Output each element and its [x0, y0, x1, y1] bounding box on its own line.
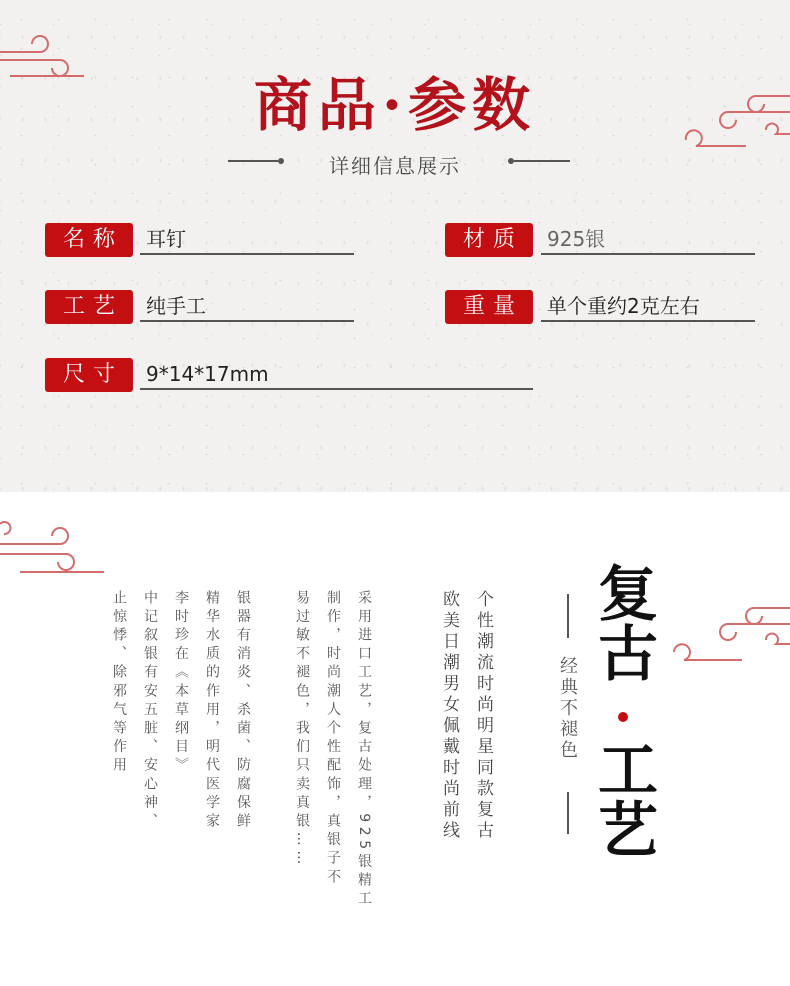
weight-value: 单个重约2克左右	[541, 290, 755, 322]
desc-column-8: 李时珍在《本草纲目》	[173, 590, 189, 776]
feature-title-bottom	[583, 738, 663, 878]
craft-value: 纯手工	[140, 290, 354, 322]
page-subtitle: 详细信息展示	[329, 154, 461, 178]
desc-column-6: 银器有消炎、杀菌、防腐保鲜	[235, 590, 251, 832]
craft-label: 工艺	[45, 290, 133, 324]
feature-title-top	[583, 562, 663, 702]
feature-title-bottom-text: 工艺	[588, 738, 658, 858]
page-title: 商品·参数	[253, 71, 537, 139]
divider-right	[514, 160, 570, 162]
feature-tagline: 经典不褪色	[557, 656, 578, 761]
desc-column-5: 易过敏不褪色，我们只卖真银……	[294, 590, 310, 869]
parameters-section	[0, 0, 790, 492]
tagline-line-top	[567, 594, 569, 638]
desc-column-4: 制作，时尚潮人个性配饰，真银子不	[325, 590, 341, 888]
feature-title-top-text: 复古	[588, 562, 658, 682]
cloud-swirl-icon	[0, 510, 110, 580]
size-label: 尺寸	[45, 358, 133, 392]
desc-column-2: 欧美日潮男女佩戴时尚前线	[439, 590, 459, 842]
tagline-line-bottom	[567, 792, 569, 834]
size-value: 9*14*17mm	[140, 358, 533, 390]
name-value: 耳钉	[140, 223, 354, 255]
weight-label: 重量	[445, 290, 533, 324]
desc-column-3: 采用进口工艺，复古处理，925银精工	[356, 590, 372, 910]
material-label: 材质	[445, 223, 533, 257]
desc-column-1: 个性潮流时尚明星同款复古	[473, 590, 493, 842]
feature-section	[0, 492, 790, 986]
desc-column-9: 中记叙银有安五脏、安心神、	[142, 590, 158, 832]
desc-column-10: 止惊悸、除邪气等作用	[111, 590, 127, 776]
material-value: 925银	[541, 223, 755, 255]
cloud-swirl-icon	[668, 600, 790, 670]
title-separator-dot	[618, 712, 628, 722]
name-label: 名称	[45, 223, 133, 257]
desc-column-7: 精华水质的作用，明代医学家	[204, 590, 220, 832]
